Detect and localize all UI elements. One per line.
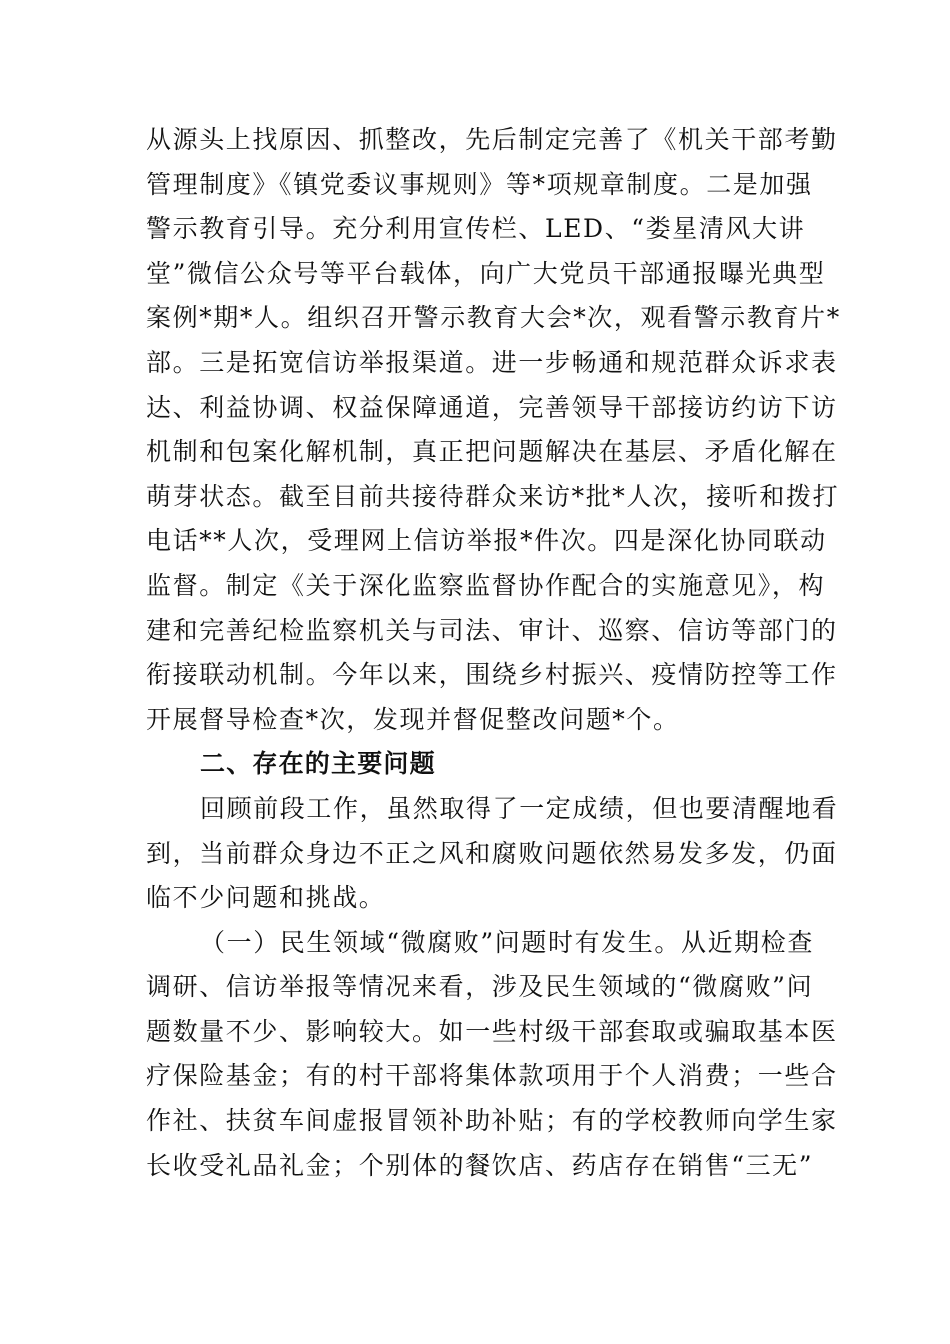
body-line: 案例*期*人。组织召开警示教育大会*次，观看警示教育片* xyxy=(146,303,841,333)
body-line: 达、利益协调、权益保障通道，完善领导干部接访约访下访 xyxy=(146,392,838,422)
document-body xyxy=(146,118,841,1188)
body-line: 作社、扶贫车间虚报冒领补助补贴；有的学校教师向学生家 xyxy=(146,1106,838,1136)
body-line: 调研、信访举报等情况来看，涉及民生领域的“微腐败”问 xyxy=(146,972,814,1002)
body-line: 长收受礼品礼金；个别体的餐饮店、药店存在销售“三无” xyxy=(146,1150,814,1180)
body-line: 警示教育引导。充分利用宣传栏、LED、“娄星清风大讲 xyxy=(146,214,806,244)
body-line: 管理制度》《镇党委议事规则》等*项规章制度。二是加强 xyxy=(146,169,813,199)
paragraph-first-line: （一）民生领域“微腐败”问题时有发生。从近期检查 xyxy=(200,927,814,957)
body-line: 从源头上找原因、抓整改，先后制定完善了《机关干部考勤 xyxy=(146,125,838,154)
body-line: 堂”微信公众号等平台载体，向广大党员干部通报曝光典型 xyxy=(146,258,826,288)
body-line: 机制和包案化解机制，真正把问题解决在基层、矛盾化解在 xyxy=(146,437,838,467)
body-line: 疗保险基金；有的村干部将集体款项用于个人消费；一些合 xyxy=(146,1061,838,1091)
body-line: 题数量不少、影响较大。如一些村级干部套取或骗取基本医 xyxy=(146,1016,838,1046)
body-line: 部。三是拓宽信访举报渠道。进一步畅通和规范群众诉求表 xyxy=(146,347,838,377)
section-heading: 二、存在的主要问题 xyxy=(200,749,436,779)
body-line: 临不少问题和挑战。 xyxy=(146,883,386,913)
body-line: 监督。制定《关于深化监察监督协作配合的实施意见》，构 xyxy=(146,570,826,600)
body-line: 开展督导检查*次，发现并督促整改问题*个。 xyxy=(146,704,680,734)
body-line: 建和完善纪检监察机关与司法、审计、巡察、信访等部门的 xyxy=(146,615,838,645)
body-line: 电话**人次，受理网上信访举报*件次。四是深化协同联动 xyxy=(146,526,827,556)
body-line: 萌芽状态。截至目前共接待群众来访*批*人次，接听和拨打 xyxy=(146,481,840,511)
paragraph-first-line: 回顾前段工作，虽然取得了一定成绩，但也要清醒地看 xyxy=(200,793,839,823)
body-line: 衔接联动机制。今年以来，围绕乡村振兴、疫情防控等工作 xyxy=(146,660,838,690)
body-line: 到，当前群众身边不正之风和腐败问题依然易发多发，仍面 xyxy=(146,838,838,868)
